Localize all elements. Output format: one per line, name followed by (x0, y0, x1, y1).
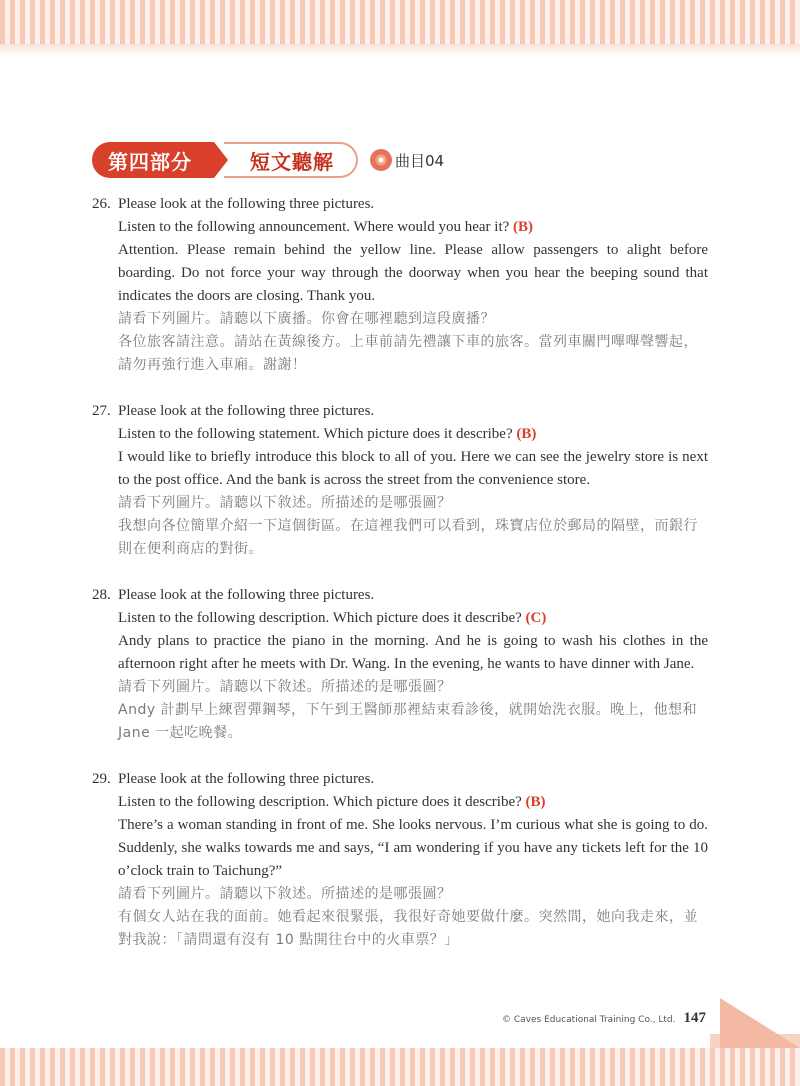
question-27 (92, 400, 708, 561)
answer-label: (C) (525, 610, 547, 626)
chinese-prompt: 請看下列圖片。請聽以下敘述。所描述的是哪張圖？ (118, 679, 452, 695)
question-intro: Please look at the following three pictures. (118, 587, 375, 603)
chinese-prompt: 請看下列圖片。請聽以下敘述。所描述的是哪張圖？ (118, 886, 452, 902)
bottom-stripe-border (0, 1048, 800, 1086)
english-script: I would like to briefly introduce this block to all of you. Here we can see the jewelry store is next to the post office. And the bank is across the street from the convenience store. (118, 449, 708, 488)
question-intro: Please look at the following three pictures. (118, 196, 375, 212)
chinese-translation: 我想向各位簡單介紹一下這個街區。在這裡我們可以看到，珠寶店位於郵局的隔壁，而銀行則在便利商店的對街。 (118, 518, 698, 557)
section-header (92, 142, 444, 178)
question-list (92, 193, 708, 975)
top-fade (0, 44, 800, 56)
top-stripe-border (0, 0, 800, 44)
question-number: 26. (92, 196, 111, 212)
chinese-prompt: 請看下列圖片。請聽以下敘述。所描述的是哪張圖？ (118, 495, 452, 511)
question-prompt: Listen to the following description. Which picture does it describe? (B) (118, 794, 546, 810)
answer-label: (B) (516, 426, 537, 442)
chinese-translation: 有個女人站在我的面前。她看起來很緊張，我很好奇她要做什麼。突然間，她向我走來，並對我說：「請問還有沒有 10 點開往台中的火車票？」 (118, 909, 698, 948)
part-label: 第四部分 (92, 142, 214, 178)
question-number: 27. (92, 403, 111, 419)
question-number: 28. (92, 587, 111, 603)
question-prompt: Listen to the following statement. Which picture does it describe? (B) (118, 426, 537, 442)
question-26 (92, 193, 708, 377)
chinese-prompt: 請看下列圖片。請聽以下廣播。你會在哪裡聽到這段廣播？ (118, 311, 495, 327)
copyright-notice: © Caves Educational Training Co., Ltd. (502, 1015, 676, 1025)
question-prompt: Listen to the following description. Which picture does it describe? (C) (118, 610, 547, 626)
chinese-translation: 各位旅客請注意。請站在黃線後方。上車前請先禮讓下車的旅客。當列車關門嗶嗶聲響起，請勿再強行進入車廂。謝謝！ (118, 334, 698, 373)
english-script: There’s a woman standing in front of me. She looks nervous. I’m curious what she is going to do. Suddenly, she walks towards me and says, “I am wondering if you have any tickets left for the 10 o’clock train to Taichung?” (118, 817, 708, 879)
cd-icon (370, 149, 392, 171)
page-number: 147 (683, 1010, 706, 1026)
question-29 (92, 768, 708, 952)
question-intro: Please look at the following three pictures. (118, 403, 375, 419)
answer-label: (B) (525, 794, 546, 810)
question-intro: Please look at the following three pictures. (118, 771, 375, 787)
english-script: Attention. Please remain behind the yellow line. Please allow passengers to alight before boarding. Do not force your way through the doorway when you hear the beeping sound that indicates the doors are closing. Thank you. (118, 242, 708, 304)
section-title: 短文聽解 (224, 142, 358, 178)
chinese-translation: Andy 計劃早上練習彈鋼琴，下午到王醫師那裡結束看診後，就開始洗衣服。晚上，他想和Jane 一起吃晚餐。 (118, 702, 698, 741)
answer-label: (B) (513, 219, 534, 235)
track-label: 曲目04 (395, 151, 445, 170)
audio-track[interactable] (370, 149, 444, 171)
english-script: Andy plans to practice the piano in the morning. And he is going to wash his clothes in the afternoon right after he meets with Dr. Wang. In the evening, he wants to have dinner with Jane. (118, 633, 708, 672)
question-prompt: Listen to the following announcement. Where would you hear it? (B) (118, 219, 534, 235)
page-curl (720, 998, 800, 1048)
question-28 (92, 584, 708, 745)
question-number: 29. (92, 771, 111, 787)
page-footer (502, 1010, 706, 1027)
